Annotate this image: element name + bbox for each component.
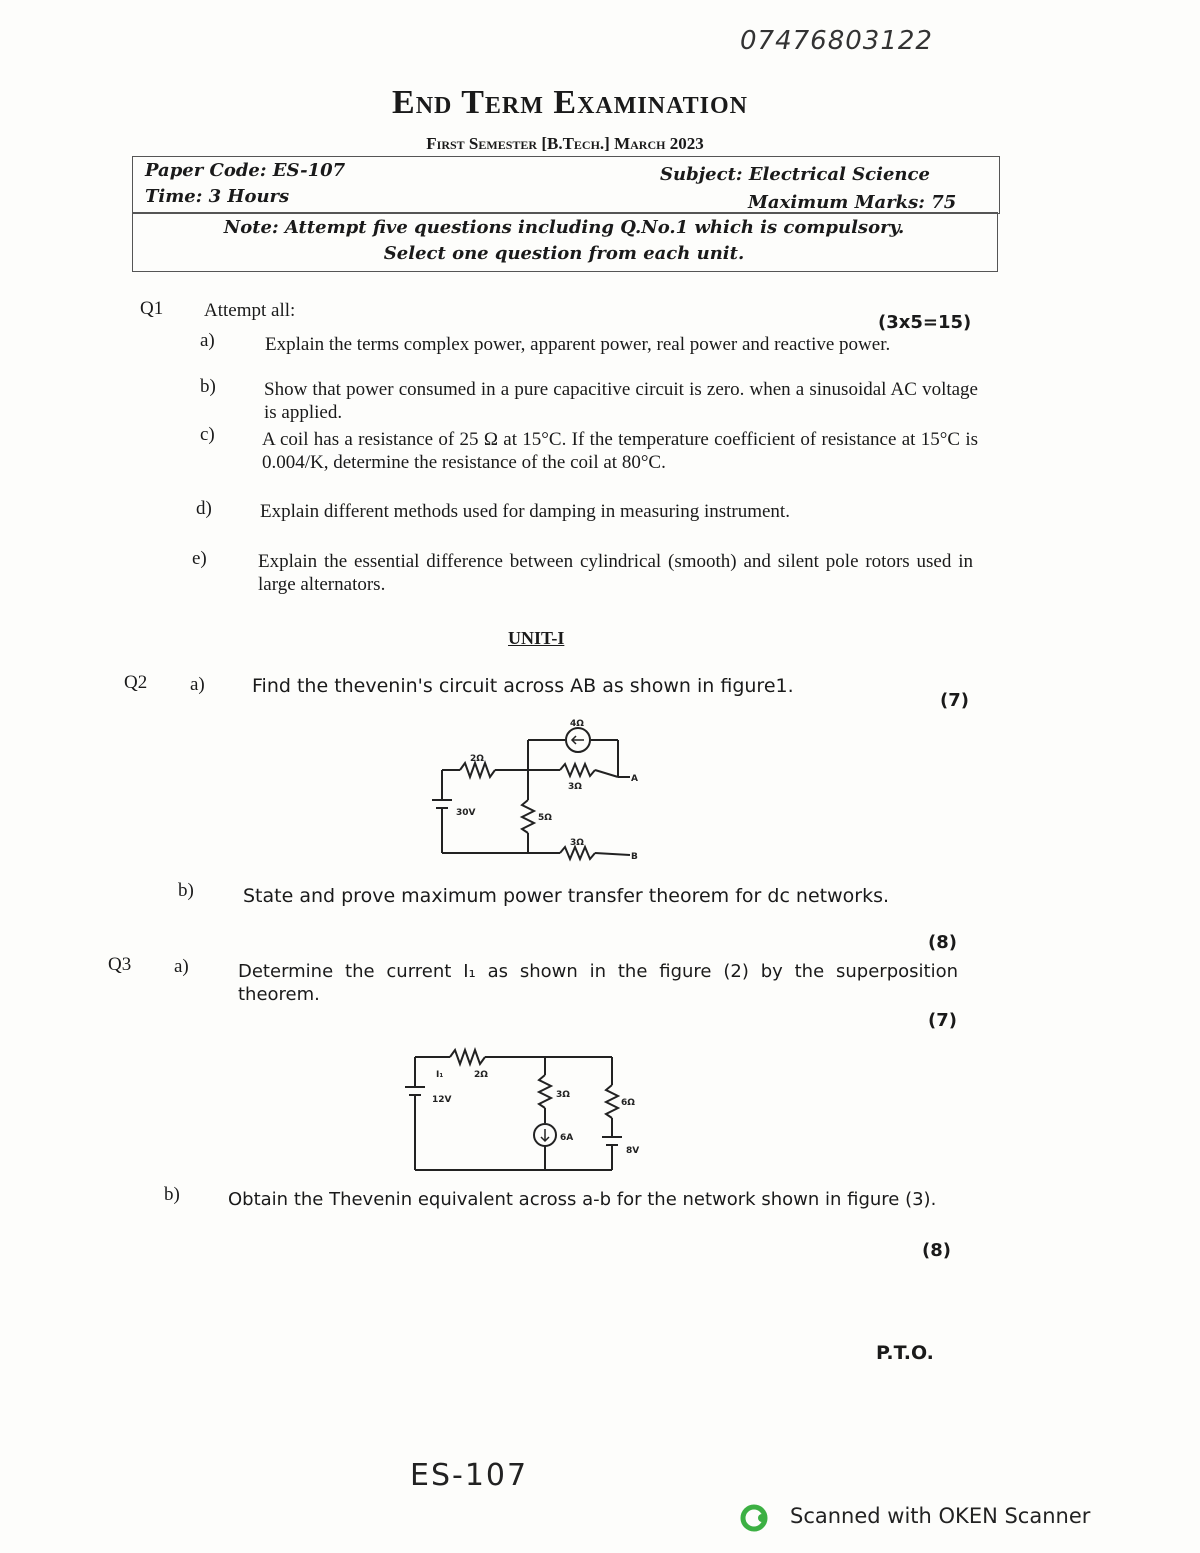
note-line-1: Note: Attempt five questions including Q.No.1 which is compulsory.: [223, 217, 905, 238]
fig1-v-source: 30V: [456, 808, 476, 818]
paper-code: Paper Code: ES-107: [145, 160, 346, 181]
q1-part-b-label: b): [200, 376, 216, 397]
q1-number: Q1: [140, 298, 164, 319]
fig2-i-source: 6A: [560, 1133, 574, 1143]
q1-part-a-label: a): [200, 330, 215, 351]
fig2-v-left: 12V: [432, 1095, 452, 1105]
q3-b-text: Obtain the Thevenin equivalent across a-b for the network shown in figure (3).: [228, 1189, 937, 1210]
q2-number: Q2: [124, 672, 148, 693]
q1-part-e-text: Explain the essential difference between cylindrical (smooth) and silent pole rotors used in large alternators.: [258, 551, 973, 595]
time: Time: 3 Hours: [145, 186, 290, 207]
fig1-i-source: 4Ω: [570, 719, 584, 729]
note-line-2: Select one question from each unit.: [383, 243, 745, 264]
fig1-node-b: B: [631, 852, 638, 862]
figure1-circuit: [420, 715, 660, 865]
subject: Subject: Electrical Science: [660, 164, 930, 185]
q1-part-c-label: c): [200, 424, 215, 445]
page-title: End Term Examination: [392, 84, 748, 121]
fig1-r-b: 3Ω: [570, 838, 584, 848]
q2-b-label: b): [178, 880, 194, 901]
max-marks: Maximum Marks: 75: [748, 192, 957, 213]
fig1-r-mid: 5Ω: [538, 813, 552, 823]
q3-a-marks: (7): [928, 1010, 957, 1031]
q1-intro: Attempt all:: [204, 300, 296, 321]
fig2-current: I₁: [436, 1070, 444, 1080]
q2-a-text: Find the thevenin's circuit across AB as shown in figure1.: [252, 675, 794, 697]
fig2-r-mid: 3Ω: [556, 1090, 570, 1100]
fig1-r-top-left: 2Ω: [470, 754, 484, 764]
q1-part-a-text: Explain the terms complex power, apparent power, real power and reactive power.: [265, 334, 891, 355]
scanned-with-text: Scanned with OKEN Scanner: [790, 1504, 1091, 1528]
q3-a-text: Determine the current I₁ as shown in the figure (2) by the superposition theorem.: [238, 961, 958, 1005]
q3-b-marks: (8): [922, 1240, 951, 1261]
q2-a-label: a): [190, 674, 205, 695]
footer-paper-code: ES-107: [410, 1458, 529, 1493]
q1-part-d-label: d): [196, 498, 212, 519]
figure2-circuit: [400, 1045, 640, 1180]
q3-number: Q3: [108, 954, 132, 975]
fig1-node-a: A: [631, 774, 638, 784]
page-subtitle: First Semester [B.Tech.] March 2023: [426, 134, 704, 153]
fig1-r-a: 3Ω: [568, 782, 582, 792]
q1-part-b-text: Show that power consumed in a pure capacitive circuit is zero. when a sinusoidal AC voltage is applied.: [264, 379, 978, 423]
q1-part-c-text: A coil has a resistance of 25 Ω at 15°C. If the temperature coefficient of resistance at 15°C is 0.004/K, determine the resistance of the coil at 80°C.: [262, 429, 978, 473]
q2-b-text: State and prove maximum power transfer theorem for dc networks.: [243, 885, 890, 907]
q1-part-e-label: e): [192, 548, 207, 569]
q3-a-label: a): [174, 956, 189, 977]
scanner-logo-icon: [740, 1504, 768, 1532]
fig2-r-top: 2Ω: [474, 1070, 488, 1080]
q1-marks: (3x5=15): [878, 312, 972, 333]
q3-b-label: b): [164, 1184, 180, 1205]
unit-heading: UNIT-I: [508, 628, 565, 648]
fig2-v-right: 8V: [626, 1146, 640, 1156]
fig2-r-right: 6Ω: [621, 1098, 635, 1108]
q2-b-marks: (8): [928, 932, 957, 953]
q1-part-d-text: Explain different methods used for damping in measuring instrument.: [260, 501, 790, 522]
handwritten-number: 07476803122: [740, 26, 933, 56]
q2-a-marks: (7): [940, 690, 969, 711]
pto-label: P.T.O.: [876, 1342, 934, 1364]
